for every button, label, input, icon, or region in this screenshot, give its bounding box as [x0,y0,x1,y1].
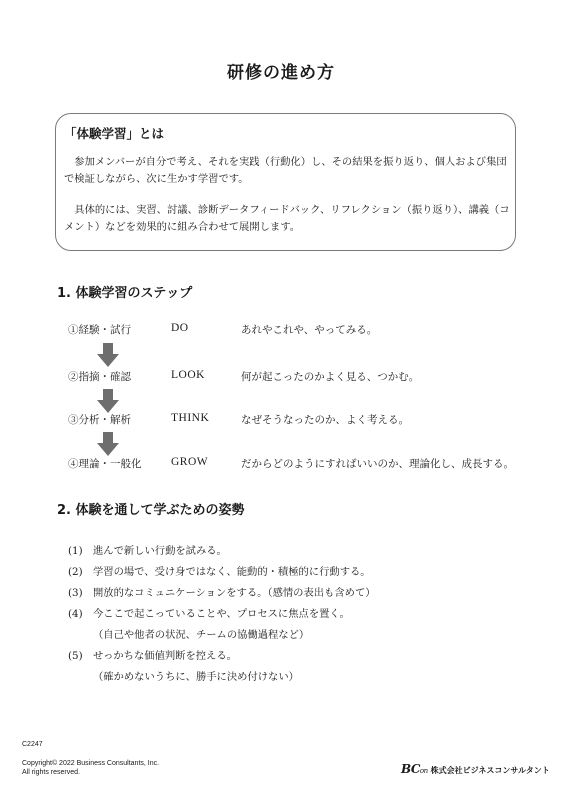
step-description: だからどのようにすればいいのか、理論化し、成長する。 [241,458,514,470]
step-row [0,322,562,340]
copyright-line-1: Copyright© 2022 Business Consultants, Inc. [22,760,160,767]
page-title: 研修の進め方 [227,63,335,83]
list-item-number: (5) [68,650,83,662]
list-item [68,647,237,662]
list-item [68,605,350,620]
step-label: ③分析・解析 [68,414,131,426]
list-item-number: (1) [68,545,83,557]
intro-box [55,113,516,251]
list-item-number: (2) [68,566,83,578]
section1-title: 1. 体験学習のステップ [57,286,193,301]
copyright-line-2: All rights reserved. [22,768,80,776]
list-item-text: 進んで新しい行動を試みる。 [93,545,227,557]
down-arrow-icon [97,432,119,456]
list-item-number: (3) [68,587,83,599]
step-code: GROW [171,456,209,468]
step-label: ①経験・試行 [68,324,131,336]
intro-heading: 「体験学習」とは [64,126,165,141]
list-item-text: 今ここで起こっていることや、プロセスに焦点を置く。 [93,608,350,620]
step-description: なぜそうなったのか、よく考える。 [241,414,409,426]
copyright [22,760,159,777]
step-row [0,456,562,474]
section2-title: 2. 体験を通して学ぶための姿勢 [57,503,245,518]
company-logo [401,762,550,776]
list-item-note: （確かめないうちに、勝手に決め付けない） [93,671,299,683]
step-row [0,369,562,387]
step-label: ②指摘・確認 [68,371,131,383]
list-item-text: せっかちな価値判断を控える。 [93,650,237,662]
list-item-note: （自己や他者の状況、チームの協働過程など） [93,629,310,641]
step-label: ④理論・一般化 [68,458,142,470]
intro-paragraph-2: 具体的には、実習、討議、診断データフィードバック、リフレクション（振り返り）、講義（コメント）などを効果的に組み合わせて展開します。 [64,204,510,233]
list-item-number: (4) [68,608,83,620]
step-description: 何が起こったのかよく見る、つかむ。 [241,371,420,383]
down-arrow-icon [97,343,119,367]
logo-mark: BCon [401,762,428,776]
list-item [68,542,227,557]
list-item [68,584,376,599]
company-name: 株式会社ビジネスコンサルタント [430,766,550,775]
list-item-text: 開放的なコミュニケーションをする。（感情の表出も含めて） [93,587,376,599]
list-item-text: 学習の場で、受け身ではなく、能動的・積極的に行動する。 [93,566,371,578]
step-code: THINK [171,412,210,424]
step-code: LOOK [171,369,205,381]
intro-paragraph-1: 参加メンバーが自分で考え、それを実践（行動化）し、その結果を振り返り、個人および集団で検証しながら、次に生かす学習です。 [64,156,507,185]
step-row [0,412,562,430]
step-code: DO [171,322,189,334]
list-item [68,563,371,578]
document-code: C2247 [22,741,43,748]
down-arrow-icon [97,389,119,413]
step-description: あれやこれや、やってみる。 [241,324,378,336]
